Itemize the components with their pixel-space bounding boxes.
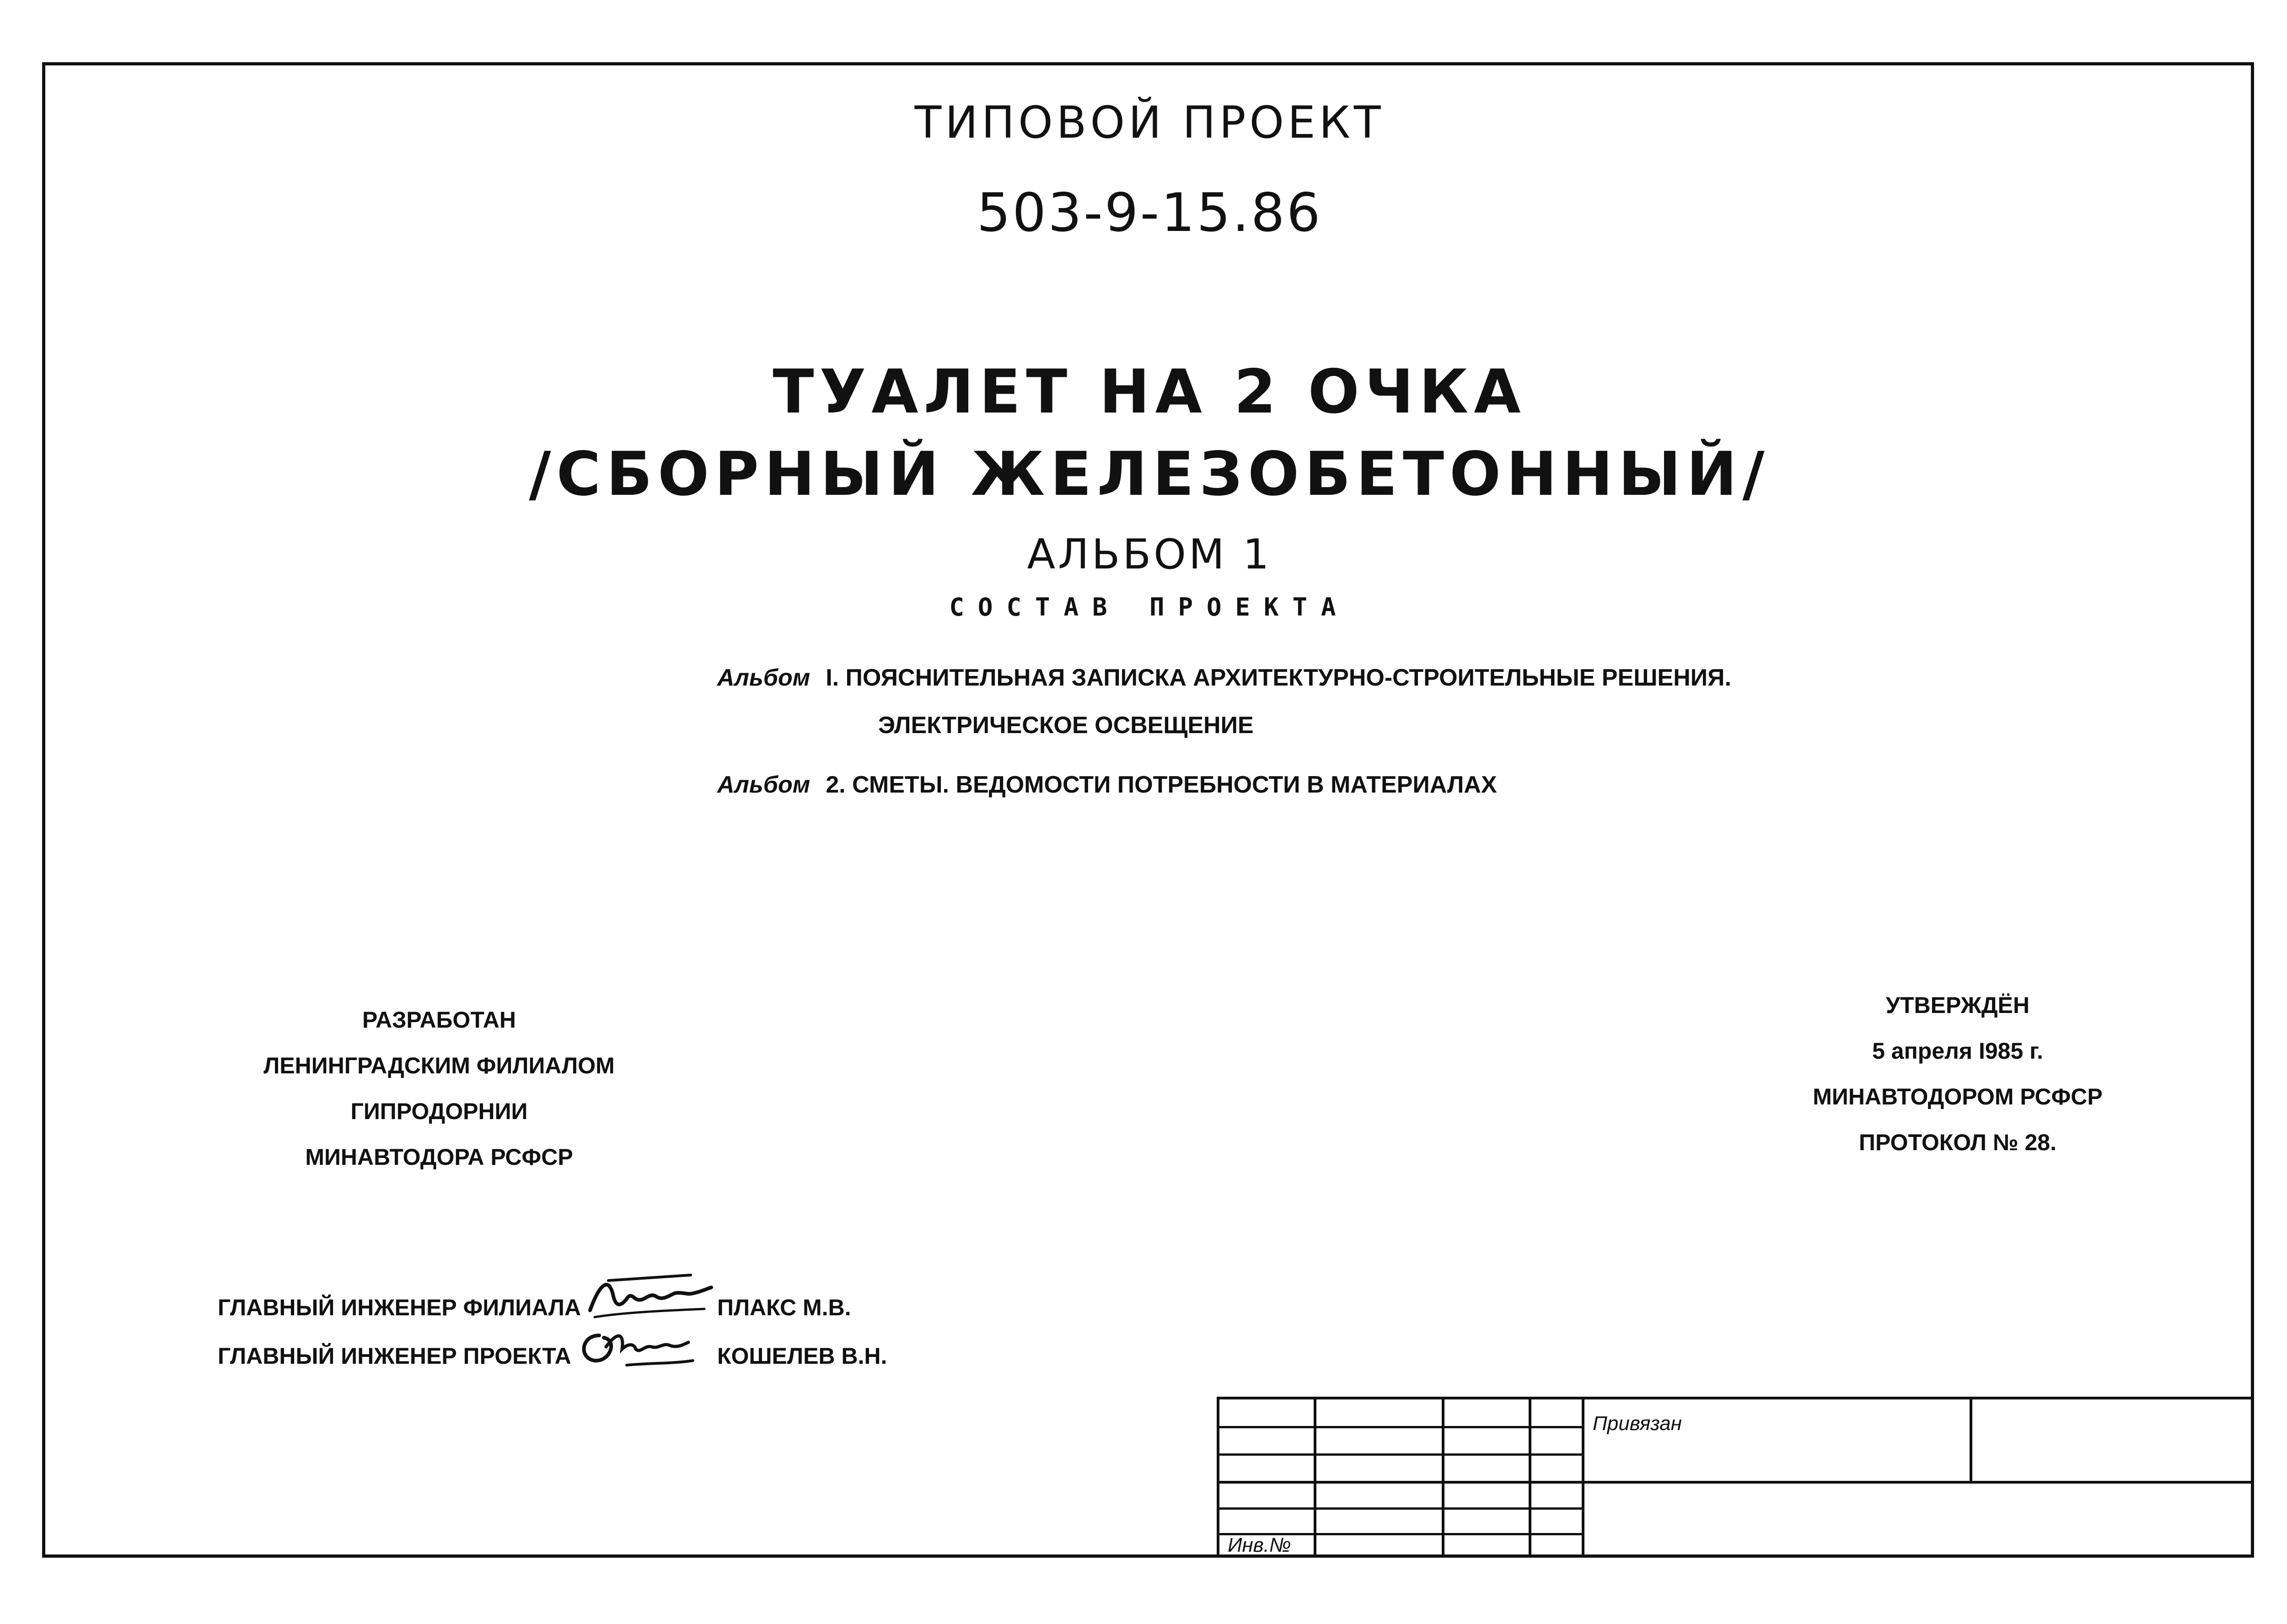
engineer-name-project: КОШЕЛЕВ В.Н. (717, 1343, 887, 1369)
album-label: АЛЬБОМ 1 (1027, 531, 1272, 579)
series-label: ТИПОВОЙ ПРОЕКТ (914, 97, 1385, 148)
title-stamp (1217, 1397, 2254, 1558)
developed-by-line: МИНАВТОДОРА РСФСР (305, 1144, 573, 1170)
approved-by-line: УТВЕРЖДЁН (1885, 992, 2030, 1018)
signature-branch-engineer (581, 1267, 718, 1326)
composition-text: I. ПОЯСНИТЕЛЬНАЯ ЗАПИСКА АРХИТЕКТУРНО-СТРОИТЕЛЬНЫЕ РЕШЕНИЯ. (826, 665, 1731, 691)
engineer-role-project: ГЛАВНЫЙ ИНЖЕНЕР ПРОЕКТА (218, 1343, 571, 1369)
composition-item-2 (717, 771, 1497, 799)
album-prefix: Альбом (717, 665, 811, 691)
album-prefix: Альбом (717, 772, 811, 798)
approved-by-line: ПРОТОКОЛ № 28. (1859, 1130, 2056, 1155)
title-line-2: /СБОРНЫЙ ЖЕЛЕЗОБЕТОННЫЙ/ (529, 439, 1770, 509)
engineer-role-branch: ГЛАВНЫЙ ИНЖЕНЕР ФИЛИАЛА (218, 1295, 581, 1320)
composition-item-1-continuation: ЭЛЕКТРИЧЕСКОЕ ОСВЕЩЕНИЕ (878, 712, 1254, 739)
composition-heading: СОСТАВ ПРОЕКТА (949, 593, 1350, 622)
composition-item-1 (717, 664, 1731, 691)
signature-project-engineer (572, 1322, 700, 1377)
stamp-divider (1970, 1399, 1972, 1482)
stamp-row-line (1219, 1507, 1584, 1510)
composition-text: 2. СМЕТЫ. ВЕДОМОСТИ ПОТРЕБНОСТИ В МАТЕРИАЛАХ (826, 772, 1497, 798)
approved-by-line: 5 апреля I985 г. (1872, 1038, 2043, 1064)
developed-by-line: ГИПРОДОРНИИ (350, 1099, 528, 1124)
drawing-frame (42, 62, 2254, 1558)
developed-by-line: РАЗРАБОТАН (362, 1007, 516, 1033)
engineer-name-branch: ПЛАКС М.В. (717, 1295, 851, 1320)
stamp-attached-label: Привязан (1593, 1412, 1682, 1435)
stamp-row-line (1219, 1426, 1584, 1428)
approved-by-block (1813, 982, 2103, 1165)
developed-by-line: ЛЕНИНГРАДСКИМ ФИЛИАЛОМ (263, 1053, 615, 1078)
developed-by-block (263, 997, 615, 1180)
title-line-1: ТУАЛЕТ НА 2 ОЧКА (773, 357, 1526, 427)
stamp-row-line (1219, 1453, 1584, 1456)
project-number: 503-9-15.86 (977, 182, 1322, 244)
stamp-inventory-label: Инв.№ (1228, 1534, 1291, 1556)
approved-by-line: МИНАВТОДОРОМ РСФСР (1813, 1084, 2103, 1109)
stamp-row-line (1219, 1481, 2254, 1484)
